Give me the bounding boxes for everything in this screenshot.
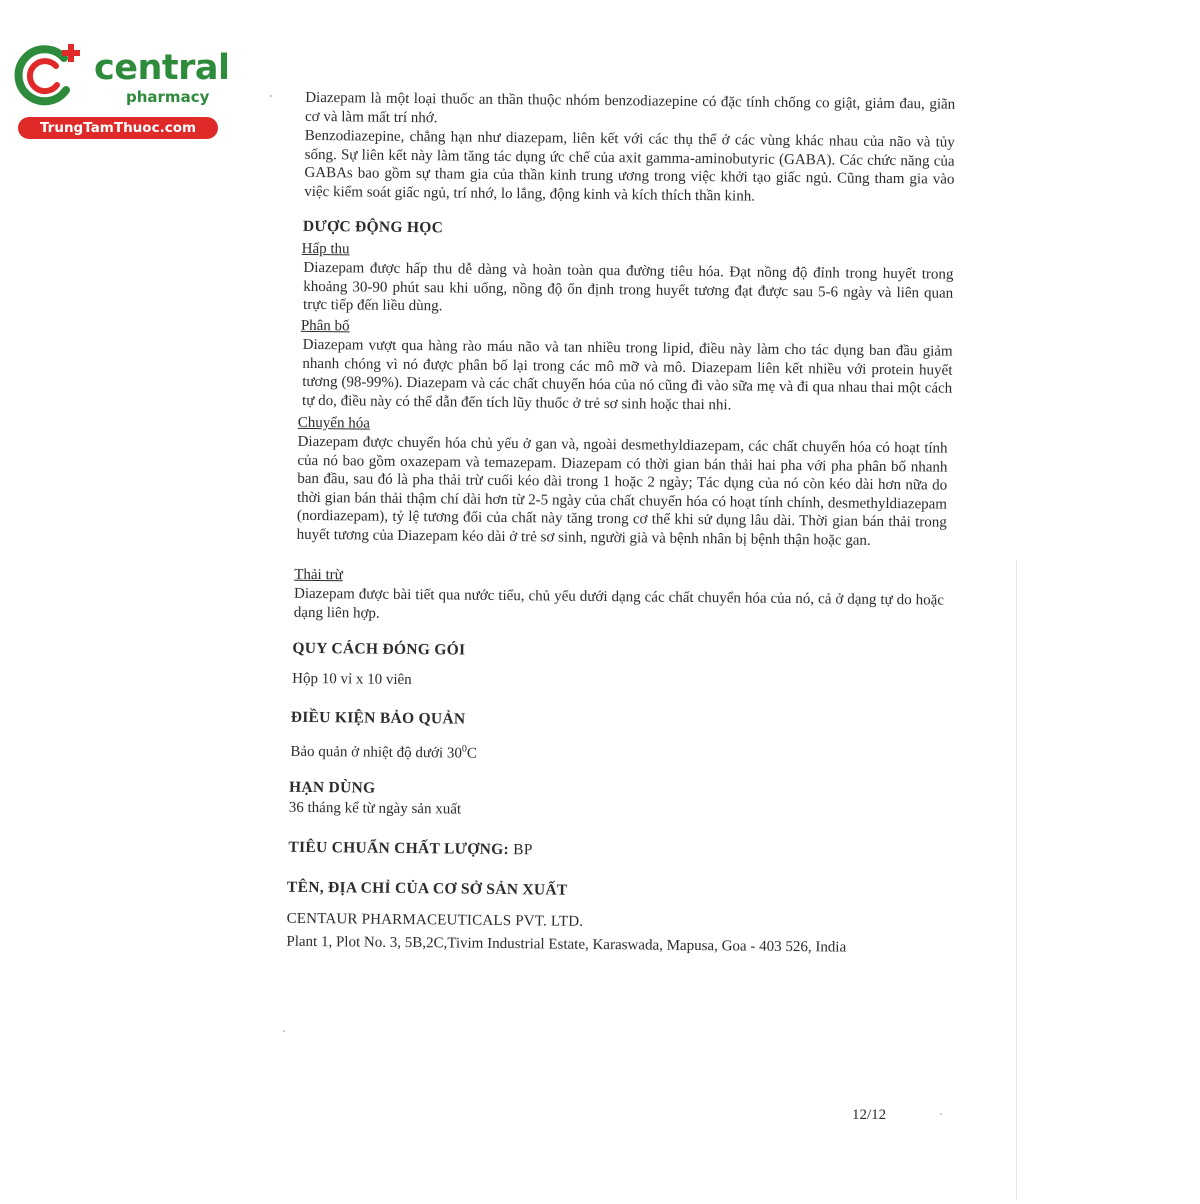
absorption-text: Diazepam được hấp thu dễ dàng và hoàn toàn qua đường tiêu hóa. Đạt nồng độ đỉnh trong huyết trong khoảng 30-90 phút sau khi uống, nồng độ ổn định trong huyết tương đạt được sau 5-6 ngày và liên quan trực tiếp đến liều dùng.: [302, 259, 954, 315]
distribution-text: Diazepam vượt qua hàng rào máu não và tan nhiều trong lipid, điều này làm cho tác dụng ban đầu giảm nhanh chóng vì nó được phân bố lại trong các mô mỡ và mô. Diazepam liên kết nhiều với protein huyết tương (98-99%). Diazepam và các chất chuyển hóa của nó cũng đi vào sữa mẹ và đi qua nhau thai một cách tự do, điều này có thể dẫn đến tích lũy thuốc ở trẻ sơ sinh hoặc thai nhi.: [301, 336, 953, 413]
website-badge[interactable]: TrungTamThuoc.com: [18, 117, 218, 139]
packaging-text: Hộp 10 vỉ x 10 viên: [292, 670, 412, 689]
intro-paragraph-1: Diazepam là một loại thuốc an thần thuộc nhóm benzodiazepine có đặc tính chống co giật, giảm đau, giãn cơ và làm mất trí nhớ.: [304, 89, 956, 126]
storage-text-main: Bảo quản ở nhiệt độ dưới 30: [290, 743, 462, 762]
brand-name: central: [94, 48, 230, 88]
subheading-distribution: Phân bố: [300, 317, 350, 335]
manufacturer-name: CENTAUR PHARMACEUTICALS PVT. LTD.: [286, 910, 584, 930]
page-edge-line: [1016, 560, 1017, 1200]
subheading-absorption: Hấp thu: [301, 240, 350, 258]
storage-text: [290, 739, 477, 763]
excretion-text: Diazepam được bài tiết qua nước tiểu, chủ yếu dưới dạng các chất chuyển hóa của nó, cả ở dạng tự do hoặc dạng liên hợp.: [293, 585, 945, 622]
page-number: 12/12: [852, 1107, 887, 1123]
manufacturer-address: Plant 1, Plot No. 3, 5B,2C,Tivim Industrial Estate, Karaswada, Mapusa, Goa - 403 526, India: [286, 933, 847, 956]
section-heading-packaging: QUY CÁCH ĐÓNG GÓI: [292, 639, 466, 659]
section-heading-pharmacokinetics: DƯỢC ĐỘNG HỌC: [302, 217, 444, 237]
quality-standard-label: TIÊU CHUẨN CHẤT LƯỢNG:: [288, 838, 510, 859]
degree-superscript: 0: [461, 743, 467, 755]
shelf-life-text: 36 tháng kể từ ngày sản xuất: [288, 799, 462, 818]
storage-text-unit: C: [466, 745, 477, 762]
subheading-excretion: Thải trừ: [294, 566, 343, 584]
metabolism-text: Diazepam được chuyển hóa chủ yếu ở gan và, ngoài desmethyldiazepam, các chất chuyển hóa có hoạt tính của nó bao gồm oxazepam và temazepam. Diazepam có thời gian bán thải hai pha với pha phân bố nhanh ban đầu, sau đó là pha thải trừ cuối kéo dài trong 1 hoặc 2 ngày; Tác dụng của nó còn kéo dài hơn nữa do thời gian bán thải thậm chí dài hơn từ 2-5 ngày của chất chuyển hóa có hoạt tính chính, desmethyldiazepam (nordiazepam), tỷ lệ tương đối của chất này tăng trong cơ thể khi sử dụng lâu dài. Thời gian bán thải trong huyết tương của Diazepam kéo dài ở trẻ sơ sinh, người già và bệnh nhân bị bệnh thận hoặc gan.: [296, 433, 948, 549]
intro-paragraph-2: Benzodiazepine, chẳng hạn như diazepam, liên kết với các thụ thể ở các vùng khác nhau của não và tủy sống. Sự liên kết này làm tăng tác dụng ức chế của axit gamma-aminobutyric (GABA). Các chức năng của GABAs bao gồm sự tham gia của thần kinh trung ương trong việc khởi tạo giấc ngủ. Cũng tham gia vào việc kiểm soát giấc ngủ, trí nhớ, lo lắng, động kinh và kích thích thần kinh.: [304, 127, 955, 205]
section-heading-shelf-life: HẠN DÙNG: [288, 778, 376, 797]
quality-standard-value: BP: [508, 841, 533, 859]
brand-tagline: pharmacy: [126, 88, 210, 106]
section-quality-standard: [288, 838, 533, 861]
section-heading-storage: ĐIỀU KIỆN BẢO QUẢN: [290, 708, 466, 728]
section-heading-manufacturer: TÊN, ĐỊA CHỈ CỦA CƠ SỞ SẢN XUẤT: [286, 878, 568, 899]
subheading-metabolism: Chuyển hóa: [297, 414, 370, 432]
